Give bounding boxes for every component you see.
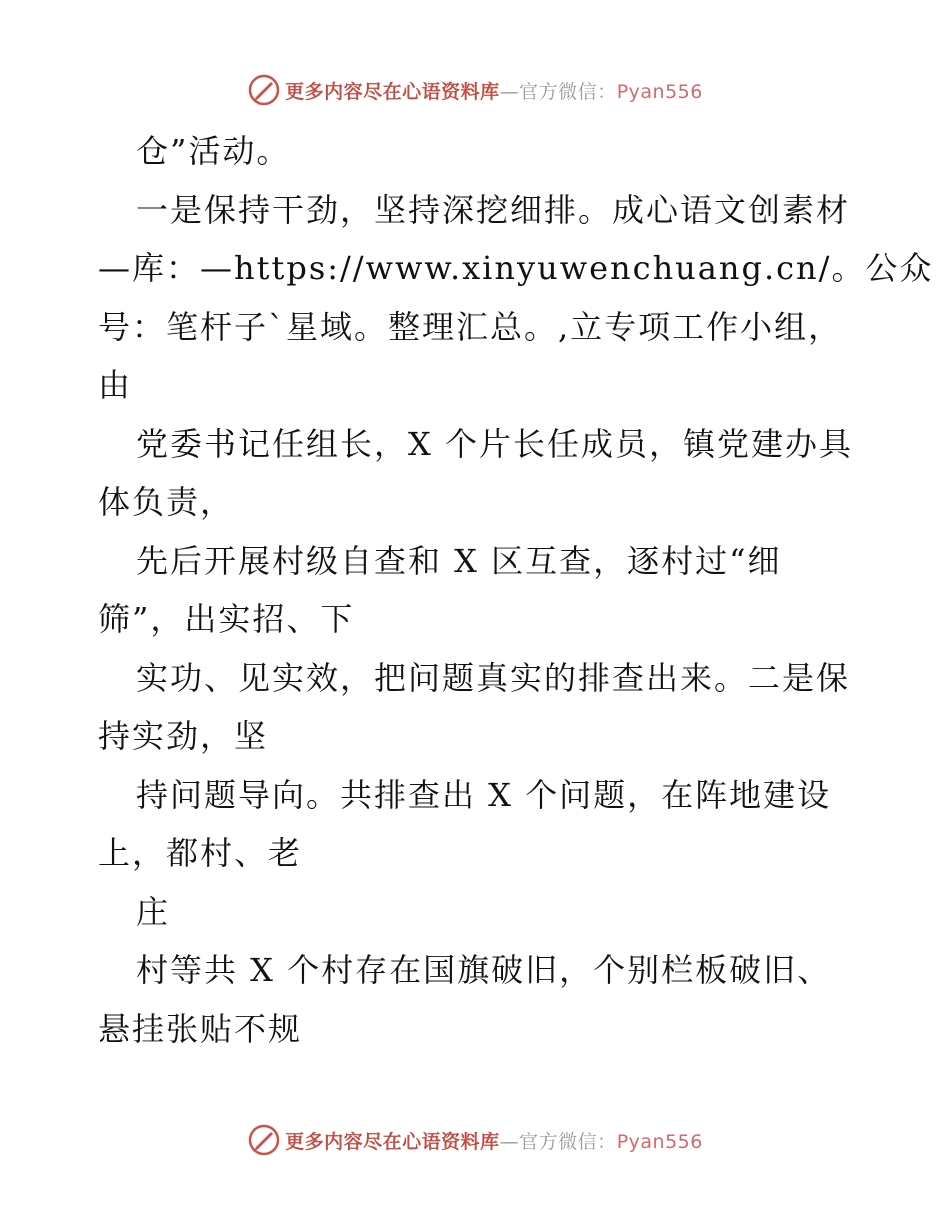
document-line: 村等共 X 个村存在国旗破旧，个别栏板破旧、 bbox=[136, 951, 832, 989]
document-line: 上，都村、老 bbox=[98, 834, 303, 872]
header-banner-text bbox=[285, 77, 703, 104]
document-line: 实功、见实效，把问题真实的排查出来。二是保 bbox=[136, 658, 851, 697]
document-line: 仓”活动。 bbox=[136, 132, 291, 170]
footer-wechat-id: Pyan556 bbox=[616, 1130, 703, 1153]
document-line: 号：笔杆子`星域。整理汇总。,立专项工作小组， bbox=[98, 307, 843, 346]
footer-banner-text bbox=[285, 1127, 703, 1154]
quill-logo-icon bbox=[247, 73, 281, 107]
header-official-text: —官方微信： bbox=[499, 80, 617, 103]
footer-library-text: 更多内容尽在心语资料库 bbox=[285, 1130, 500, 1153]
header-banner-content bbox=[247, 73, 703, 107]
document-line: 先后开展村级自查和 X 区互查，逐村过“细 bbox=[136, 541, 782, 580]
document-body bbox=[98, 122, 934, 1058]
footer-banner bbox=[0, 1120, 950, 1160]
document-line: 悬挂张贴不规 bbox=[98, 1009, 303, 1048]
document-line: —库：—https://www.xinyuwenchuang.cn/。公众 bbox=[98, 249, 934, 287]
document-line: 一是保持干劲，坚持深挖细排。成心语文创素材 bbox=[136, 190, 851, 229]
document-line: 持问题导向。共排查出 X 个问题，在阵地建设 bbox=[136, 775, 832, 814]
header-wechat-id: Pyan556 bbox=[616, 80, 703, 103]
footer-official-text: —官方微信： bbox=[499, 1130, 617, 1153]
header-library-text: 更多内容尽在心语资料库 bbox=[285, 80, 500, 103]
header-banner bbox=[0, 70, 950, 110]
document-line: 持实劲，坚 bbox=[98, 717, 269, 755]
document-line: 庄 bbox=[136, 892, 171, 931]
document-line: 党委书记任组长，X 个片长任成员，镇党建办具 bbox=[136, 424, 853, 463]
quill-logo-icon bbox=[247, 1123, 281, 1157]
document-line: 由 bbox=[98, 366, 133, 404]
document-line: 体负责， bbox=[98, 483, 235, 521]
footer-banner-content bbox=[247, 1123, 703, 1157]
document-line: 筛”，出实招、下 bbox=[98, 600, 355, 638]
